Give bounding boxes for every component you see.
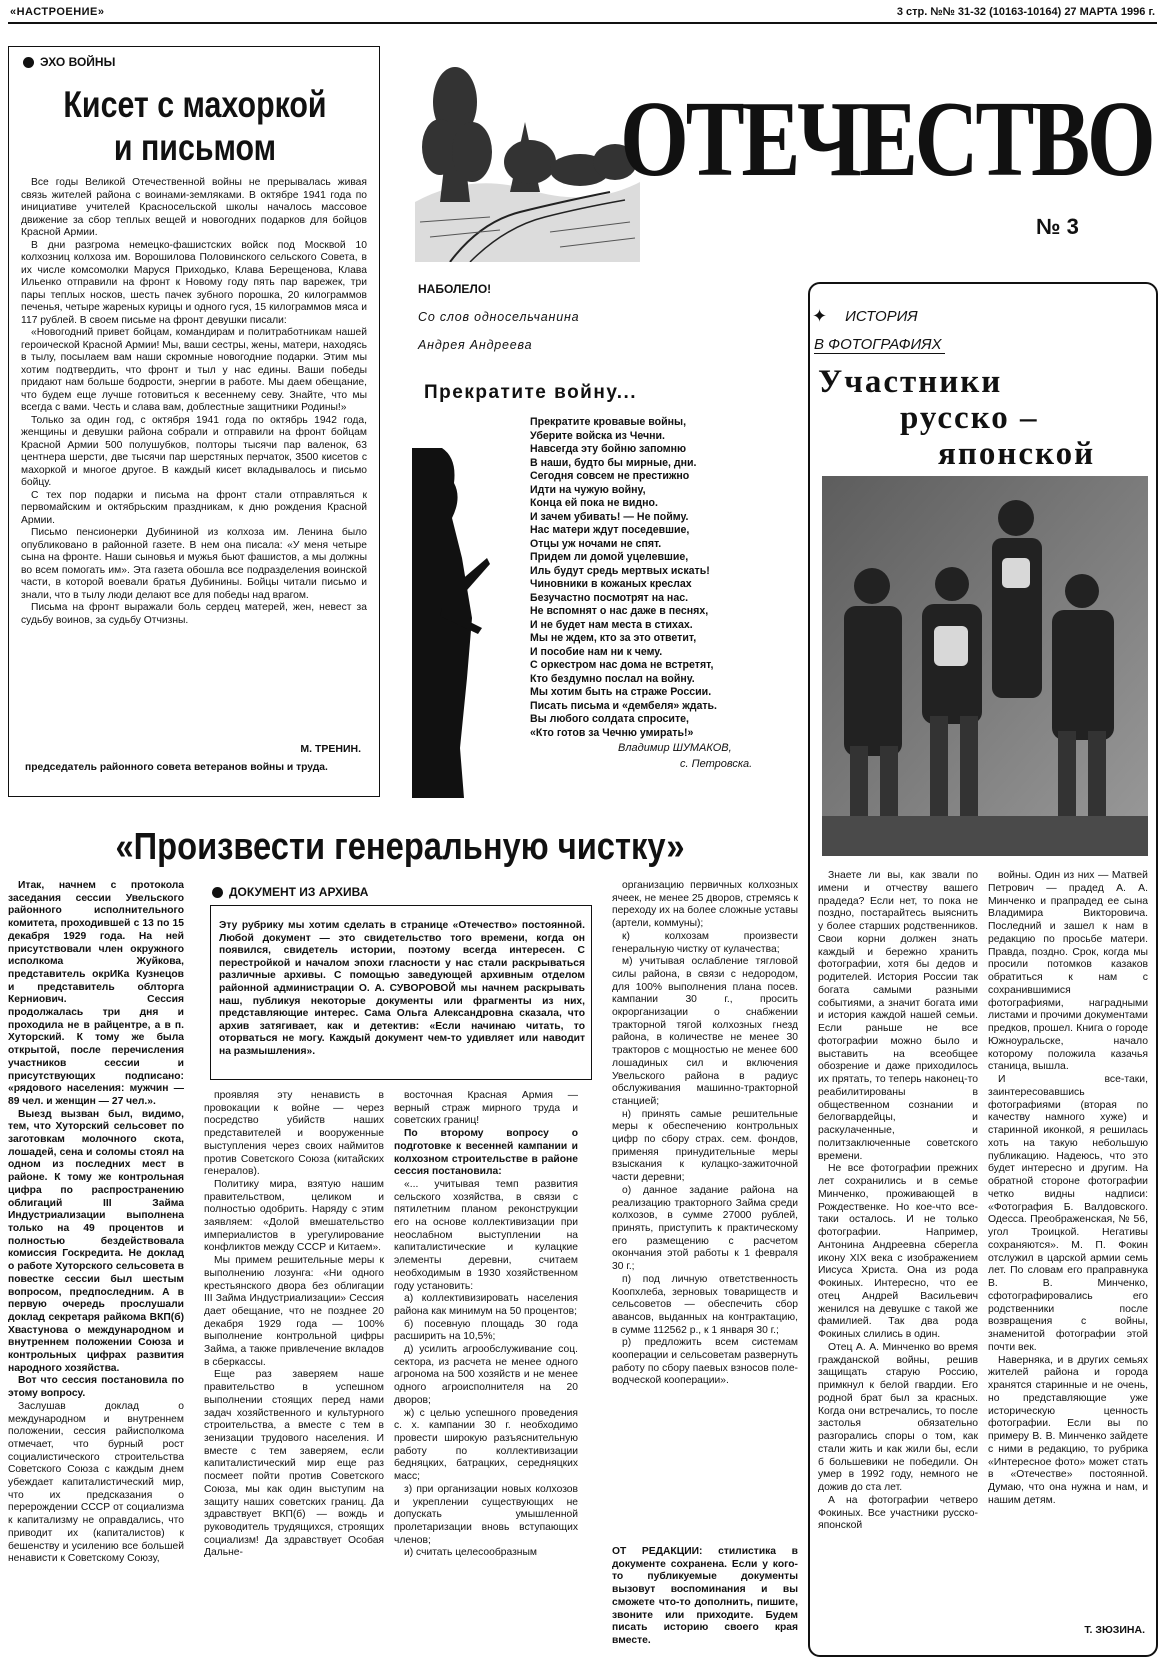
- echo-signature: М. ТРЕНИН.: [300, 743, 361, 755]
- paragraph: м) учитывая ослабление тягловой силы района, в связи с недородом, для 100% выполнения плана посев. кампании 30 г., просить окрорганизации о снабжении тракторной тягой колхозных гнезд района, в количестве не менее 30 тракторов с мощностью не менее 600 лошадиных сил и включения Увельского района в радиус обслуживания машинно-тракторной станцией;: [612, 956, 798, 1107]
- paragraph: Письмо пенсионерки Дубининой из колхоза им. Ленина было опубликовано в районной газете. В нем она писала: «У меня четыре сына на фронте. Наши сыновья и мужья бьют фашистов, а мы должны во всем помогать им». Эта газета обошла все подразделения воинской части, в которой воевали братья Дубинины. Бойцы читали письмо и знали, что в тылу люди делают все для победы над врагом.: [21, 527, 367, 601]
- history-headline-line1: Участники: [818, 364, 1003, 400]
- poem-line: И зачем убивать! — Не пойму.: [530, 510, 689, 523]
- echo-body: [21, 177, 367, 727]
- paragraph: Еще раз заверяем наше правительство в успешном выполнении стоящих перед нами задач хозяйственного и культурного строительства, а вместе с тем в зенизации трудового населения. И вместе с тем заверяем, если капиталистический мир еще раз посмеет пойти против Советского Союза, мы как один выступим на защиту наших советских границ. Да здравствует ВКП(б) — вождь и руководитель трудящихся, строящих социализм! Да здравствует Особая Дальне-: [204, 1369, 384, 1559]
- poem-line: Мы хотим быть на страже России.: [530, 686, 712, 698]
- paragraph: Мы примем решительные меры к выполнению лозунга: «Ни одного крестьянского двора без облигации III Займа Индустриализации» Сессия дает обещание, что не позднее 20 декабря 1929 года — 100% выполнение контрольной цифры Займа, а также привлечение вкладов в сберкассы.: [204, 1255, 384, 1368]
- paragraph: Не все фотографии прежних лет сохранились и в семье Минченко, проживающей в Рождественке. Но кое-что все-таки осталось. И не только фотографии. Например, Антонина Андреевна сберегла икону XIX века с изображением Иисуса Христа. Она из рода Фокиных. Интересно, что ее отец Андрей Васильевич женился на девушке с такой же фамилией. Так два рода Фокиных слились в один.: [818, 1163, 978, 1340]
- poem-line: И не будет нам места в стихах.: [530, 618, 693, 631]
- paragraph: б) посевную площадь 30 года расширить на 10,5%;: [394, 1318, 578, 1343]
- archive-column-4: [612, 880, 798, 1542]
- paragraph: Заслушав доклад о международном и внутреннем положении, сессия райисполкома отмечает, что бурный рост социалистического строительства Советского Союза с каждым днем убеждает капиталистический мир, что их предсказания о перерождении СССР от социализма к капитализму не оправдались, что приводит их (капиталистов) к бешенству и усилению все большей ненависти к Советскому Союзу,: [8, 1400, 184, 1565]
- poem-line: Не вспомнят о нас даже в песнях,: [530, 605, 709, 617]
- bullet-icon: [23, 57, 34, 68]
- history-headline-line3: японской: [938, 436, 1096, 472]
- issue-info: 3 стр. №№ 31-32 (10163-10164) 27 МАРТА 1996 г.: [896, 6, 1155, 18]
- history-rubric-text1: ИСТОРИЯ: [845, 308, 918, 325]
- history-column-2: [988, 870, 1148, 1618]
- paragraph: Только за один год, с октября 1941 года по октябрь 1942 года, женщины и девушки района собрали и отправили на фронт бойцам Красной Армии 500 полушубков, полторы тысячи пар валенок, 63 центнера шерсти, две тысячи пар шерстяных перчаток, 3500 кисетов с махоркой и многое другое. В каждый кисет вкладывалось и письмо бойцу.: [21, 414, 367, 488]
- paragraph: В дни разгрома немецко-фашистских войск под Москвой 10 колхозниц колхоза им. Ворошилова Половинского сельского Совета, в их числе комсомолки Маруся Приходько, Клава Берещенова, Клава Ильенко отправили на фронт к Новому году пять пар варежек, три пары теплых носков, шесть пачек зубного порошка, 20 килограммов печенья, четыре жареных курицы и одного гуся, 15 килограммов мяса и 117 рублей. В своем письме на фронт девушки писали:: [21, 239, 367, 326]
- poem-author-place: с. Петровска.: [680, 758, 753, 770]
- paragraph: и) считать целесообразным: [404, 1547, 537, 1559]
- poem-line: Кто бездумно послал на войну.: [530, 672, 695, 685]
- poem-title: Прекратите войну...: [424, 382, 638, 403]
- paragraph: к) колхозам произвести генеральную чистку от кулачества;: [612, 930, 798, 955]
- landscape-illustration: [410, 52, 640, 262]
- paragraph: р) предложить всем системам кооперации и сельсоветам развернуть работу по сбору паевых взносов поле-водческой кооперации».: [612, 1337, 798, 1387]
- paragraph: Письма на фронт выражали боль сердец матерей, жен, невест за судьбу воинов, за судьбу Отчизны.: [21, 602, 367, 626]
- poem-line: Безучастно посмотрят на нас.: [530, 591, 689, 604]
- paragraph: И все-таки, заинтересовавшись фотографиями (вторая по качеству намного хуже) и старинной иконкой, я решилась хоть на такую небольшую публикацию. Надеюсь, что это будет интересно и другим. На обратной стороне фотографии четко видны надписи: «Фотография Б. Валдовского. Одесса. Преображенская, № 56, угол Троицкой. Негативы сохраняются». М. П. Фокин отслужил в царской армии семь лет. По словам его праправнука В. В. Минченко, сфотографировались его родственники после возвращения с войны, знаменитой фотографии этой почти век.: [988, 1074, 1148, 1353]
- paragraph: «... учитывая темп развития сельского хозяйства, в связи с пятилетним планом реконструкции его на основе коллективизации при неослабном выступлении на капиталистические и кулацкие элементы деревни, считаем необходимым в 1930 хозяйственном году установить:: [394, 1178, 578, 1292]
- poem-line: В наши, будто бы мирные, дни.: [530, 456, 697, 469]
- echo-of-war-article: [8, 46, 380, 797]
- paragraph: войны. Один из них — Матвей Петрович — прадед А. А. Минченко и прапрадед ее сына Владимира Викторовича. Последний и зашел к нам в редакцию по просьбе матери. Правда, поздно. Срок, когда мы просили потомков казаков обратиться к нам с сохранившимися фотографиями, наградными листами и прочими документами предков, прошел. Книга о городе Южноуральске, начало которому положила казачья станица, вышла.: [988, 870, 1148, 1073]
- poem-lines: [530, 416, 760, 740]
- poem-line: Идти на чужую войну,: [530, 483, 646, 496]
- paragraph: А на фотографии четверо Фокиных. Все участники русско-японской: [818, 1494, 978, 1532]
- paragraph: Знаете ли вы, как звали по имени и отчеству вашего прадеда? Если нет, то пока не поздно, постарайтесь выяснить у более старших родственников. Свои корни должен знать каждый и бережно хранить фотографии, хотя бы дедов и родителей. История России так богата самыми разными событиями, а значит богата ими и история каждой нашей семьи. Если раньше не все фотографии можно было и выставить на всеобщее обозрение и даже приходилось их прятать, то теперь наконец-то реабилитированы в общественном сознании и белогвардейцы, и раскулаченные, и политзаключенные советского времени.: [818, 870, 978, 1162]
- paragraph: Все годы Великой Отечественной войны не прерывалась живая связь жителей района с воинами-земляками. В октябре 1941 года по инициативе учителей Красносельской школы началось массовое движение за сбор теплых вещей и новогодних подарков для бойцов Красной Армии.: [21, 177, 367, 238]
- editor-note: ОТ РЕДАКЦИИ: стилистика в документе сохранена. Если у кого-то публикуемые документы вызовут воспоминания и вы сможете что-то дополнить, пишите, звоните или приходите. Будем писать историю своего края вместе.: [612, 1546, 798, 1646]
- header-rule: [8, 22, 1157, 24]
- newspaper-masthead: ОТЕЧЕСТВО: [620, 80, 1153, 199]
- archive-rubric-text: ДОКУМЕНТ ИЗ АРХИВА: [229, 885, 369, 899]
- archive-intro-box: [210, 905, 592, 1080]
- archive-column-2: [204, 1090, 384, 1660]
- paragraph: С тех пор подарки и письма на фронт стали отправляться к первомайским и октябрьским праздникам, к дню рождения Красной Армии.: [21, 489, 367, 526]
- poem-line: Отцы уж ночами не спят.: [530, 537, 662, 550]
- poem-source-line2: Андрея Андреева: [418, 338, 533, 352]
- history-rubric-line2: В ФОТОГРАФИЯХ: [814, 336, 945, 354]
- echo-headline: [42, 83, 347, 169]
- poem-line: Чиновники в кожаных креслах: [530, 578, 692, 590]
- history-signature: Т. ЗЮЗИНА.: [1084, 1624, 1145, 1636]
- veterans-group-photo: [822, 476, 1148, 856]
- poem-line: Писать письма и «дембеля» ждать.: [530, 699, 718, 712]
- soldier-silhouette: [412, 448, 492, 798]
- paragraph: п) под личную ответственность Коопхлеба, зерновых товариществ и сельсоветов — обеспечить сбор авансов, выданных на контрактацию, в сумме 112562 р., к 1 января 30 г.;: [612, 1273, 798, 1336]
- history-rubric-line1: [812, 306, 918, 327]
- poem-line: Уберите войска из Чечни.: [530, 429, 665, 442]
- poem-line: Конца ей пока не видно.: [530, 497, 658, 509]
- echo-rubric: [23, 55, 115, 69]
- paragraph: н) принять самые решительные меры к обеспечению контрольных цифр по сбору страх. сем. фондов, применяя принудительные меры взыскания к кулацко-зажиточной части деревни;: [612, 1108, 798, 1184]
- poem-source-line1: Со слов односельчанина: [418, 310, 580, 324]
- archive-column-3: [394, 1090, 578, 1660]
- paragraph: восточная Красная Армия — верный страж мирного труда и советских границ!: [394, 1090, 578, 1127]
- paragraph: «Новогодний привет бойцам, командирам и политработникам нашей героической Красной Армии! Мы, ваши сестры, жены, матери, находясь в тылу, посылаем вам наши скромные новогодние подарки. Этим мы хотим подтвердить, что фронт и тыл у нас едины. Ваши победы придают нам больше бодрости, энергии в работе. Мы даем обещание, что будем еще лучше готовиться к весеннему севу. Знайте, что мы всегда с вами. Честь и слава вам, доблестные защитники Родины!»: [21, 327, 367, 413]
- history-column-1: [818, 870, 978, 1640]
- poem-line: Иль будут средь мертвых искать!: [530, 564, 710, 577]
- paragraph: д) усилить агрообслуживание соц. сектора, из расчета не менее одного агронома на 500 хозяйств и не менее одного агроисполнителя на 20 дворов;: [394, 1344, 578, 1406]
- paragraph: Наверняка, и в других семьях жителей района и города хранятся старинные и не очень, но представляющие уже историческую ценность фотографии. Если вы по примеру В. В. Минченко зайдете с ними в редакцию, то рубрика «Интересное фото» может стать в «Отечестве» постоянной. Думаю, что она нужна и нам, и нашим детям.: [988, 1354, 1148, 1506]
- archive-column-1: [8, 880, 184, 1660]
- paragraph: о) данное задание района на реализацию тракторного Займа среди колхозов, в сумме 27000 рублей, принять, приступить к практическому его размещению с расчетом окончания этой работы к 1 февраля 30 г.;: [612, 1184, 798, 1273]
- history-headline-line2: русско –: [900, 400, 1039, 436]
- paragraph: ж) с целью успешного проведения с. х. кампании 30 г. необходимо провести широкую разъяснительную работу по коллективизации бедняцких, батрацких, середняцких масс;: [394, 1407, 578, 1483]
- echo-headline-line1: Кисет с махоркой: [63, 84, 327, 125]
- issue-number: № 3: [1036, 214, 1079, 239]
- echo-signature-role: председатель районного совета ветеранов войны и труда.: [25, 762, 328, 773]
- poem-line: «Кто готов за Чечню умирать!»: [530, 726, 694, 739]
- echo-rubric-text: ЭХО ВОЙНЫ: [40, 55, 116, 69]
- poem-line: Прекратите кровавые войны,: [530, 416, 687, 428]
- paragraph: а) коллективизировать населения района как минимум на 50 процентов;: [394, 1293, 578, 1317]
- poem-line: Нас матери ждут поседевшие,: [530, 524, 690, 536]
- paragraph: организацию первичных колхозных ячеек, не менее 25 дворов, стремясь к переходу их на более сложные уставы (артели, коммуны);: [612, 880, 798, 930]
- paragraph: Вот что сессия постановила по этому вопросу.: [8, 1375, 184, 1400]
- poem-line: С оркестром нас дома не встретят,: [530, 659, 714, 671]
- section-label: «НАСТРОЕНИЕ»: [10, 6, 105, 18]
- echo-headline-line2: и письмом: [113, 127, 277, 168]
- poem-line: Придем ли домой уцелевшие,: [530, 551, 689, 563]
- paragraph: Отец А. А. Минченко во время гражданской войны, решив защищать старую Россию, примкнул к белой гвардии. Его родной брат был за красных. Когда они встречались, то после застолья обязательно разгорались споры о том, как стали жить и как жили бы, если б большевики не победили. Он умер в 1992 году, немного не дожив до ста лет.: [818, 1341, 978, 1493]
- archive-intro-text: Эту рубрику мы хотим сделать в странице «Отечество» постоянной. Любой документ — это свидетельство того времени, когда он появился, свидетель истории, поэтому всегда интересен. С перестройкой и началом эпохи гласности у нас стали раскрываться различные архивы. С помощью заведующей архивным отделом районной администрации О. А. СУВОРОВОЙ мы начнем раскрывать наш, публикуя некоторые документы или фрагменты из них, представляющие интерес. Сама Ольга Александровна сказала, что архив затягивает, как и детектив: «Если начинаю читать, то оторваться не могу. Каждый документ чем-то удивляет или наводит на размышления».: [219, 920, 585, 1057]
- poem-line: Мы не ждем, кто за это ответит,: [530, 632, 697, 644]
- archive-headline: «Произвести генеральную чистку»: [115, 826, 685, 868]
- star-icon: ✦: [812, 306, 828, 326]
- archive-rubric: [212, 885, 368, 899]
- poem-line: Сегодня совсем не престижно: [530, 470, 690, 482]
- paragraph: проявляя эту ненависть в провокации к войне — через посредство убийств наших представителей и вооруженные выступления через своих наймитов против Советского Союза (китайских генералов).: [204, 1090, 384, 1178]
- poem-rubric: НАБОЛЕЛО!: [418, 282, 492, 296]
- paragraph: з) при организации новых колхозов и укреплении существующих не допускать умышленной пролетаризации вновь вступающих членов;: [394, 1483, 578, 1546]
- paragraph: Выезд вызван был, видимо, тем, что Хуторский сельсовет по заготовкам молочного скота, лошадей, сена и соломы стоял на одном из последних мест в районе. К тому же контрольная цифра по распространению облигаций III Займа Индустриализации выполнена только на 49 процентов и полностью бездействовала комиссия Госкредита. Не доклад о работе Хуторского сельсовета в повестке сессии был шестым вопросом, предпоследним. А в первую очередь прослушали доклад секретаря райкома ВКП(б) Хвастунова о международном и внутреннем положении Союза и контрольных цифрах развития народного хозяйства.: [8, 1108, 184, 1374]
- poem-line: Навсегда эту бойню запомню: [530, 443, 687, 455]
- paragraph: Политику мира, взятую нашим правительством, целиком и полностью одобрить. Наряду с этим заявляем: «Долой вмешательство империалистов в урегулирование конфликтов между СССР и Китаем».: [204, 1178, 384, 1254]
- lead-paragraph: Итак, начнем с протокола заседания сессии Увельского районного исполнительного комитета, проходившей с 13 по 15 декабря 1929 года. На ней присутствовали член окружного исполкома Жуйкова, представитель окрИКа Кузнецов и представитель облторга Керниович. Сессия продолжалась три дня и проходила не в райцентре, а в п. Хуторский. К тому же была открытой, после перечисления участников сессии и присутствующих подписано: «рядового населения: мужчин — 89 чел. и женщин — 27 чел.».: [8, 880, 184, 1107]
- poem-line: И пособие нам ни к чему.: [530, 645, 663, 658]
- bullet-icon: [212, 887, 223, 898]
- paragraph: По второму вопросу о подготовке к весенней кампании и колхозном строительстве в районе сессия постановила:: [394, 1128, 578, 1178]
- poem-author: Владимир ШУМАКОВ,: [618, 742, 732, 754]
- poem-line: Вы любого солдата спросите,: [530, 713, 689, 725]
